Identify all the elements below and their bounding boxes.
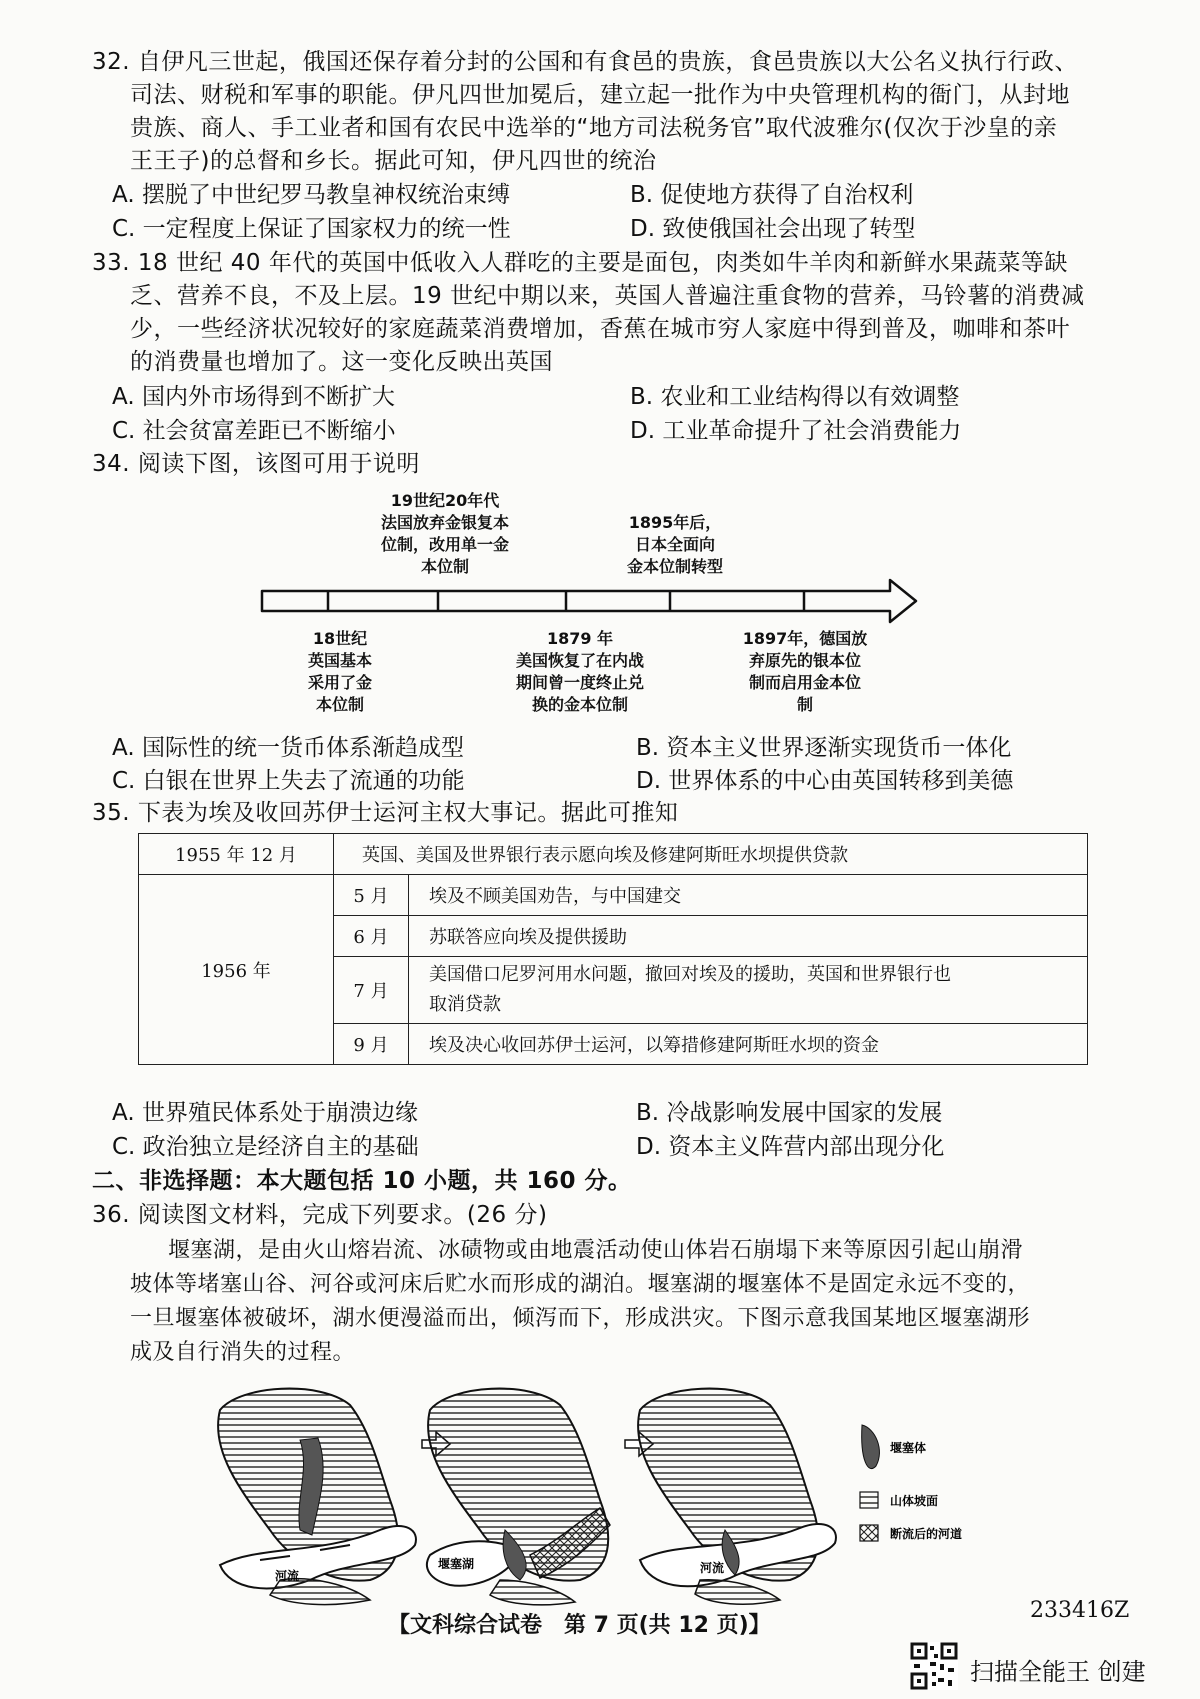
events-table	[138, 833, 1088, 1065]
section-heading: 二、非选择题：本大题包括 10 小题，共 160 分。	[92, 1168, 632, 1194]
table-cell-event: 埃及决心收回苏伊士运河，以筹措修建阿斯旺水坝的资金	[409, 1024, 1088, 1065]
q32-line-1: 32. 自伊凡三世起，俄国还保存着分封的公国和有食邑的贵族，食邑贵族以大公名义执行行政、	[92, 49, 1078, 75]
q35-option-d: D. 资本主义阵营内部出现分化	[636, 1134, 945, 1160]
q34-option-c: C. 白银在世界上失去了流通的功能	[112, 768, 465, 794]
table-row	[139, 875, 1088, 916]
diagram-panel-3	[638, 1389, 836, 1605]
legend-dam-label: 堰塞体	[890, 1441, 927, 1455]
barrier-lake-diagram	[200, 1380, 1020, 1610]
table-cell-date: 1955 年 12 月	[139, 834, 334, 875]
q34-option-b: B. 资本主义世界逐渐实现货币一体化	[636, 735, 1012, 761]
q33-option-b: B. 农业和工业结构得以有效调整	[630, 384, 960, 410]
q32-option-b: B. 促使地方获得了自治权利	[630, 182, 914, 208]
map-label-barrier-lake: 堰塞湖	[438, 1557, 475, 1571]
table-cell-event: 英国、美国及世界银行表示愿向埃及修建阿斯旺水坝提供贷款	[334, 834, 1088, 875]
q36-para-line-1: 堰塞湖，是由火山熔岩流、冰碛物或由地震活动使山体岩石崩塌下来等原因引起山崩滑	[168, 1238, 1024, 1263]
q32-line-4: 王王子)的总督和乡长。据此可知，伊凡四世的统治	[130, 148, 657, 174]
q33-line-2: 乏、营养不良，不及上层。19 世纪中期以来，英国人普遍注重食物的营养，马铃薯的消费减	[130, 283, 1085, 309]
scanner-watermark: 扫描全能王 创建	[970, 1658, 1146, 1686]
diagram-panel-2	[427, 1389, 610, 1605]
paper-code: 233416Z	[1030, 1598, 1130, 1623]
table-cell-month: 5 月	[334, 875, 409, 916]
q36-para-line-4: 成及自行消失的过程。	[130, 1340, 356, 1365]
q36-para-line-2: 坡体等堵塞山谷、河谷或河床后贮水而形成的湖泊。堰塞湖的堰塞体不是固定永远不变的，	[130, 1272, 1031, 1297]
q33-line-1: 33. 18 世纪 40 年代的英国中低收入人群吃的主要是面包，肉类如牛羊肉和新鲜水果蔬菜等缺	[92, 250, 1068, 276]
q33-option-c: C. 社会贫富差距已不断缩小	[112, 418, 396, 444]
q32-option-c: C. 一定程度上保证了国家权力的统一性	[112, 216, 511, 242]
q33-line-4: 的消费量也增加了。这一变化反映出英国	[130, 349, 553, 375]
q35-option-a: A. 世界殖民体系处于崩溃边缘	[112, 1100, 418, 1126]
q36-stem: 36. 阅读图文材料，完成下列要求。(26 分)	[92, 1202, 548, 1228]
q35-option-b: B. 冷战影响发展中国家的发展	[636, 1100, 943, 1126]
timeline-label-usa: 1879 年 美国恢复了在内战 期间曾一度终止兑 换的金本位制	[515, 629, 644, 714]
table-cell-month: 9 月	[334, 1024, 409, 1065]
page-footer-title: 【文科综合试卷 第 7 页(共 12 页)】	[388, 1613, 771, 1638]
timeline-label-france: 19世纪20年代 法国放弃金银复本 位制，改用单一金 本位制	[380, 491, 509, 576]
legend-slope-label: 山体坡面	[890, 1494, 939, 1508]
diagram-panel-1	[218, 1389, 416, 1605]
timeline-arrow	[260, 578, 920, 624]
legend-dam-swatch	[862, 1425, 880, 1469]
timeline-label-japan: 1895年后， 日本全面向 金本位制转型	[626, 513, 723, 576]
legend-channel-label: 断流后的河道	[890, 1527, 963, 1541]
legend-slope-swatch	[860, 1492, 878, 1508]
table-cell-event-line-2: 取消贷款	[429, 994, 501, 1015]
table-cell-event-line-1: 美国借口尼罗河用水问题，撤回对埃及的援助，英国和世界银行也	[429, 964, 951, 985]
q32-line-3: 贵族、商人、手工业者和国有农民中选举的“地方司法税务官”取代波雅尔(仅次于沙皇的亲	[130, 115, 1058, 141]
table-cell-year: 1956 年	[139, 875, 334, 1065]
table-cell-month: 6 月	[334, 916, 409, 957]
q35-option-c: C. 政治独立是经济自主的基础	[112, 1134, 419, 1160]
q36-para-line-3: 一旦堰塞体被破坏，湖水便漫溢而出，倾泻而下，形成洪灾。下图示意我国某地区堰塞湖形	[130, 1306, 1031, 1331]
q34-option-a: A. 国际性的统一货币体系渐趋成型	[112, 735, 464, 761]
table-cell-month: 7 月	[334, 957, 409, 1024]
table-row	[139, 834, 1088, 875]
legend-channel-swatch	[860, 1525, 878, 1541]
q34-option-d: D. 世界体系的中心由英国转移到美德	[636, 768, 1014, 794]
timeline-label-germany: 1897年，德国放 弃原先的银本位 制而启用金本位 制	[742, 629, 868, 714]
q35-stem: 35. 下表为埃及收回苏伊士运河主权大事记。据此可推知	[92, 800, 679, 826]
map-label-river-1: 河流	[275, 1569, 300, 1583]
diagram-legend	[860, 1425, 962, 1541]
q34-stem: 34. 阅读下图，该图可用于说明	[92, 451, 420, 477]
map-label-river-2: 河流	[700, 1561, 725, 1575]
q33-line-3: 少，一些经济状况较好的家庭蔬菜消费增加，香蕉在城市穷人家庭中得到普及，咖啡和茶叶	[130, 316, 1070, 342]
table-cell-event: 埃及不顾美国劝告，与中国建交	[409, 875, 1088, 916]
qr-code-icon	[910, 1642, 958, 1690]
table-cell-event	[409, 957, 1088, 1024]
q32-line-2: 司法、财税和军事的职能。伊凡四世加冕后，建立起一批作为中央管理机构的衙门，从封地	[130, 82, 1070, 108]
q33-option-a: A. 国内外市场得到不断扩大	[112, 384, 395, 410]
timeline-label-england: 18世纪 英国基本 采用了金 本位制	[307, 629, 372, 714]
table-cell-event: 苏联答应向埃及提供援助	[409, 916, 1088, 957]
q32-option-d: D. 致使俄国社会出现了转型	[630, 216, 916, 242]
q32-option-a: A. 摆脱了中世纪罗马教皇神权统治束缚	[112, 182, 510, 208]
q33-option-d: D. 工业革命提升了社会消费能力	[630, 418, 962, 444]
